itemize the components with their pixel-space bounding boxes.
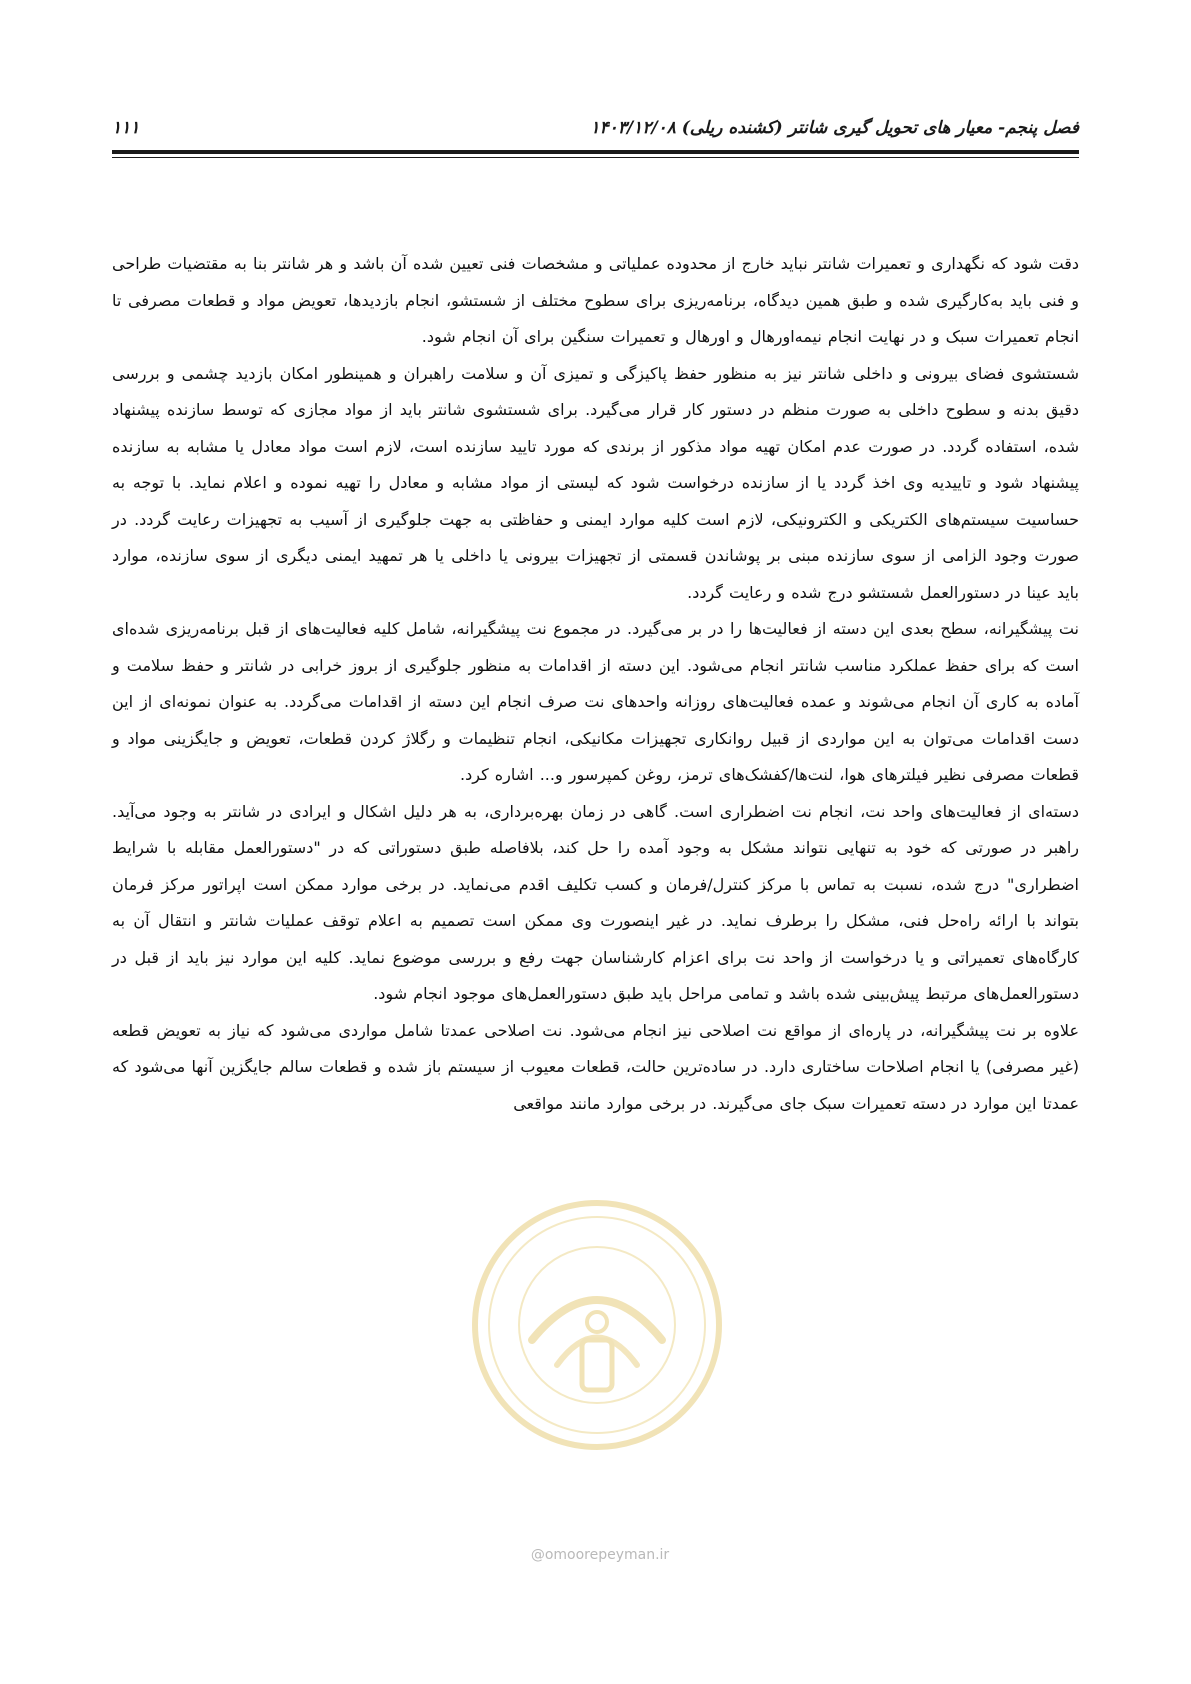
watermark-logo	[462, 1190, 732, 1460]
seal-icon	[462, 1190, 732, 1460]
header-rule-thin	[112, 157, 1079, 158]
header-rule-thick	[112, 150, 1079, 154]
chapter-title: فصل پنجم- معیار های تحویل گیری شانتر (کشنده ریلی) ۱۴۰۳/۱۲/۰۸	[590, 118, 1079, 138]
page-number: ۱۱۱	[112, 118, 140, 138]
watermark-url: @omoorepeyman.ir	[530, 1547, 670, 1563]
paragraph: علاوه بر نت پیشگیرانه، در پاره‌ای از مواقع نت اصلاحی نیز انجام می‌شود. نت اصلاحی عمدتا شامل مواردی می‌شود که نیاز به تعویض قطعه (غیر مصرفی) یا انجام اصلاحات ساختاری دارد. در ساده‌ترین حالت، قطعات معیوب از سیستم باز شده و قطعات سالم جایگزین آنها می‌شود که عمدتا این موارد در دسته تعمیرات سبک جای می‌گیرند. در برخی موارد مانند مواقعی	[112, 1020, 1079, 1113]
body-text	[112, 246, 1079, 1122]
paragraph: نت پیشگیرانه، سطح بعدی این دسته از فعالیت‌ها را در بر می‌گیرد. در مجموع نت پیشگیرانه، شامل کلیه فعالیت‌های از قبل برنامه‌ریزی شده‌ای است که برای حفظ عملکرد مناسب شانتر انجام می‌شود. این دسته از اقدامات به منظور جلوگیری از بروز خرابی در شانتر و حفظ سلامت و آماده به کاری آن انجام می‌شوند و عمده فعالیت‌های روزانه واحدهای نت صرف انجام این دسته از اقدامات می‌گردد. به عنوان نمونه‌ای از این دست اقدامات می‌توان به این مواردی از قبیل روانکاری تجهیزات مکانیکی، انجام تنظیمات و رگلاژ کردن قطعات، تعویض و جایگزینی مواد و قطعات مصرفی نظیر فیلترهای هوا، لنت‌ها/کفشک‌های ترمز، روغن کمپرسور و... اشاره کرد.	[112, 619, 1079, 784]
paragraph: دقت شود که نگهداری و تعمیرات شانتر نباید خارج از محدوده عملیاتی و مشخصات فنی تعیین شده آن باشد و هر شانتر بنا به مقتضیات طراحی و فنی باید به‌کارگیری شده و طبق همین دیدگاه، برنامه‌ریزی برای سطوح مختلف از شستشو، انجام بازدیدها، تعویض مواد و قطعات مصرفی تا انجام تعمیرات سبک و در نهایت انجام نیمه‌اورهال و اورهال و تعمیرات سنگین برای آن انجام شود.	[112, 254, 1079, 346]
paragraph: شستشوی فضای بیرونی و داخلی شانتر نیز به منظور حفظ پاکیزگی و تمیزی آن و سلامت راهبران و همینطور امکان بازدید چشمی و بررسی دقیق بدنه و سطوح داخلی به صورت منظم در دستور کار قرار می‌گیرد. برای شستشوی شانتر باید از مواد مجازی که توسط سازنده پیشنهاد شده، استفاده گردد. در صورت عدم امکان تهیه مواد مذکور از برندی که مورد تایید سازنده است، لازم است مواد معادل یا مشابه به سازنده پیشنهاد شود و تاییدیه وی اخذ گردد یا از سازنده درخواست شود که لیستی از مواد مشابه و معادل را تهیه نموده و اعلام نماید. با توجه به حساسیت سیستم‌های الکتریکی و الکترونیکی، لازم است کلیه موارد ایمنی و حفاظتی به جهت جلوگیری از آسیب به تجهیزات رعایت گردد. در صورت وجود الزامی از سوی سازنده مبنی بر پوشاندن قسمتی از تجهیزات بیرونی یا داخلی یا هر تمهید ایمنی دیگری از سوی سازنده، موارد باید عینا در دستورالعمل شستشو درج شده و رعایت گردد.	[112, 363, 1079, 602]
paragraph: دسته‌ای از فعالیت‌های واحد نت، انجام نت اضطراری است. گاهی در زمان بهره‌برداری، به هر دلیل اشکال و ایرادی در شانتر به وجود می‌آید. راهبر در صورتی که خود به تنهایی نتواند مشکل به وجود آمده را حل کند، بلافاصله طبق دستوراتی که در "دستورالعمل مقابله با شرایط اضطراری" درج شده، نسبت به تماس با مرکز کنترل/فرمان و کسب تکلیف اقدم می‌نماید. در برخی موارد ممکن است اپراتور مرکز فرمان بتواند با ارائه راه‌حل فنی، مشکل را برطرف نماید. در غیر اینصورت وی ممکن است تصمیم به اعلام توقف عملیات شانتر و انتقال آن به کارگاه‌های تعمیراتی و یا درخواست از واحد نت برای اعزام کارشناسان جهت رفع و بررسی موضوع نماید. کلیه این موارد نیز باید از قبل در دستورالعمل‌های مرتبط پیش‌بینی شده باشد و تمامی مراحل باید طبق دستورالعمل‌های موجود انجام شود.	[112, 801, 1079, 1003]
running-head	[112, 108, 1079, 148]
